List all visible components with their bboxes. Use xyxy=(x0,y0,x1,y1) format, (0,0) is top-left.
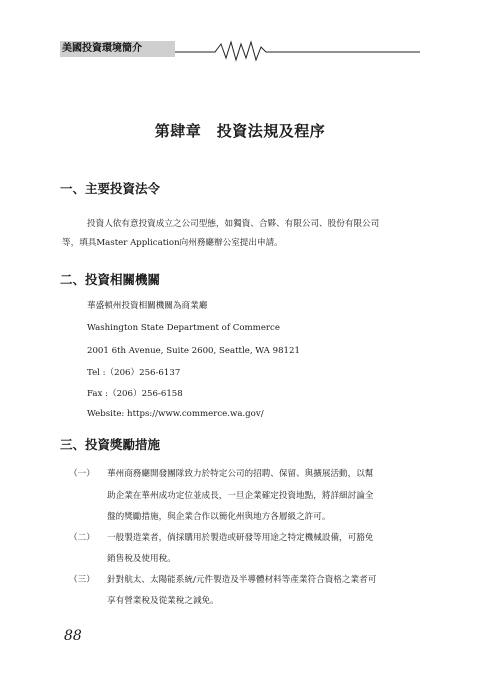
agency-tel: Tel :（206）256-6137 xyxy=(87,368,181,378)
list-item-number: （三） xyxy=(69,575,95,585)
list-item-line: 銷售稅及使用稅。 xyxy=(107,554,176,564)
list-item-line: 享有營業稅及從業稅之減免。 xyxy=(107,596,219,606)
page-number: 88 xyxy=(64,628,82,644)
agency-address: 2001 6th Avenue, Suite 2600, Seattle, WA 98121 xyxy=(87,346,300,356)
agency-website: Website: https://www.commerce.wa.gov/ xyxy=(87,409,264,419)
agency-english-name: Washington State Department of Commerce xyxy=(87,323,280,333)
section-heading-1: 一、主要投資法令 xyxy=(60,181,161,196)
list-item-line: 盤的獎勵措施，與企業合作以簡化州與地方各層級之許可。 xyxy=(107,512,331,522)
list-item-line: 華州商務廳開發團隊致力於特定公司的招聘、保留、與擴展活動，以幫 xyxy=(107,469,374,479)
agency-name: 華盛頓州投資相關機關為商業廳 xyxy=(87,301,208,311)
chapter-title: 第肆章 投資法規及程序 xyxy=(154,122,326,140)
list-item-number: （二） xyxy=(69,533,95,543)
section1-paragraph-line-1: 投資人依有意投資成立之公司型態，如獨資、合夥、有限公司、股份有限公司 xyxy=(87,219,380,229)
section-heading-3: 三、投資獎勵措施 xyxy=(60,437,161,452)
list-item-line: 針對航太、太陽能系統/元件製造及半導體材料等產業符合資格之業者可 xyxy=(107,575,377,585)
header-label: 美國投資環境簡介 xyxy=(62,43,142,54)
list-item-line: 助企業在華州成功定位並成長，一旦企業確定投資地點，將詳細討論全 xyxy=(107,491,374,501)
list-item-number: （一） xyxy=(69,469,95,479)
list-item-line: 一般製造業者，倘採購用於製造或研發等用途之特定機械設備，可豁免 xyxy=(107,533,374,543)
section1-paragraph-line-2: 等，填具Master Application向州務廳辦公室提出申請。 xyxy=(62,238,283,248)
section-heading-2: 二、投資相關機關 xyxy=(60,272,161,287)
header-wave-line xyxy=(175,38,420,62)
agency-fax: Fax :（206）256-6158 xyxy=(87,389,183,399)
